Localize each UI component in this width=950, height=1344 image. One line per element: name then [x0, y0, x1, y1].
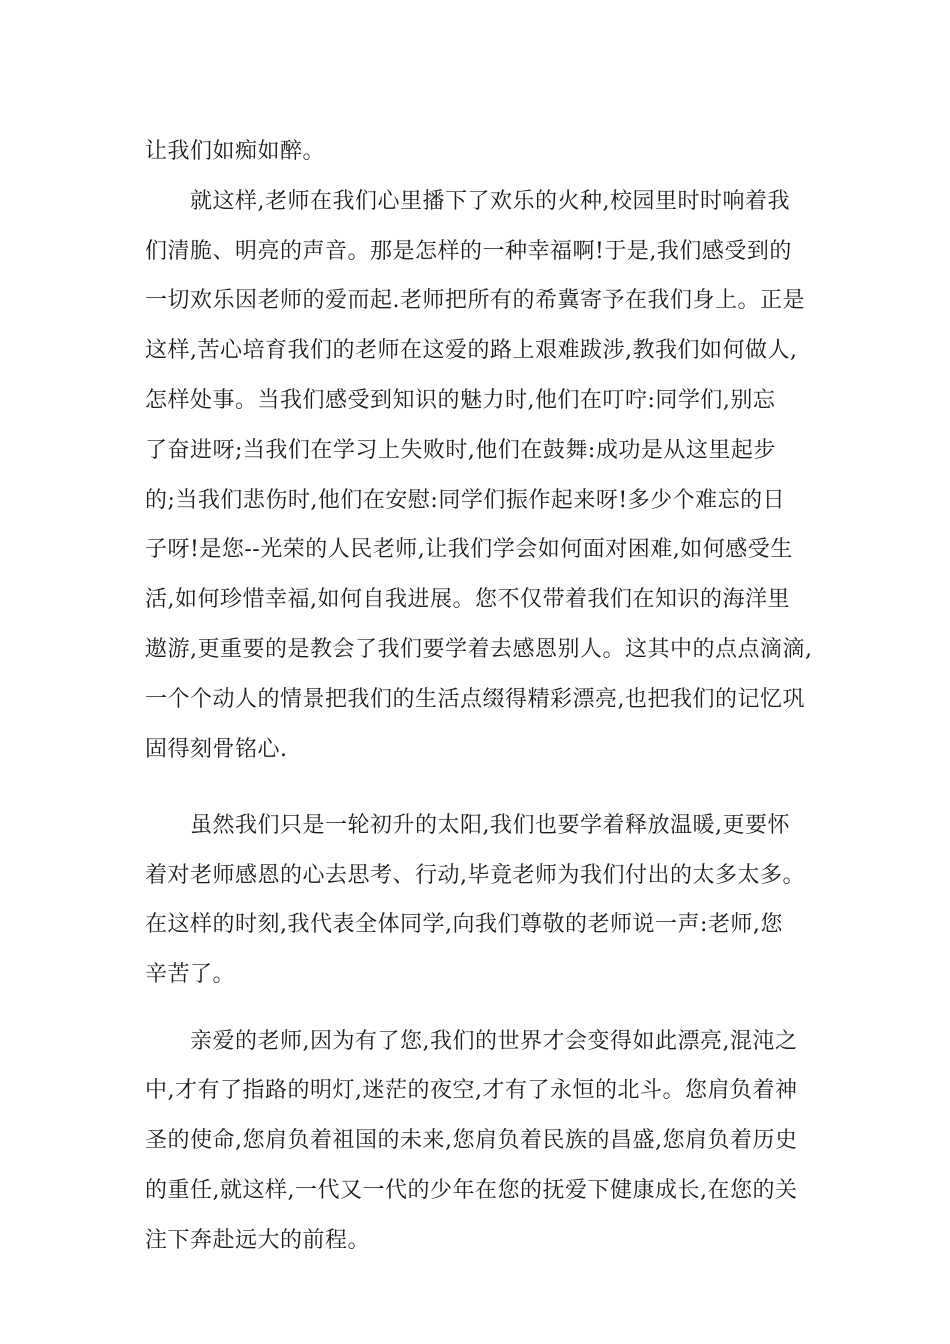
text-line: 辛苦了。	[145, 962, 236, 987]
text-line: 让我们如痴如醉。	[145, 139, 326, 164]
text-line: 一个个动人的情景把我们的生活点缀得精彩漂亮,也把我们的记忆巩	[145, 687, 805, 712]
text-line: 在这样的时刻,我代表全体同学,向我们尊敬的老师说一声:老师,您	[145, 912, 783, 937]
text-line: 们清脆、明亮的声音。那是怎样的一种幸福啊!于是,我们感受到的	[145, 239, 792, 264]
text-line: 的重任,就这样,一代又一代的少年在您的抚爱下健康成长,在您的关	[145, 1178, 798, 1203]
text-line: 子呀!是您--光荣的人民老师,让我们学会如何面对困难,如何感受生	[145, 537, 793, 562]
text-line: 圣的使命,您肩负着祖国的未来,您肩负着民族的昌盛,您肩负着历史	[145, 1128, 798, 1153]
text-line: 着对老师感恩的心去思考、行动,毕竟老师为我们付出的太多太多。	[145, 863, 805, 888]
text-line: 固得刻骨铭心.	[145, 737, 288, 762]
text-line: 活,如何珍惜幸福,如何自我进展。您不仅带着我们在知识的海洋里	[145, 587, 790, 612]
text-line: 的;当我们悲伤时,他们在安慰:同学们振作起来呀!多少个难忘的日	[145, 488, 786, 513]
text-line: 这样,苦心培育我们的老师在这爱的路上艰难跋涉,教我们如何做人,	[145, 338, 798, 363]
paragraph-first-line: 亲爱的老师,因为有了您,我们的世界才会变得如此漂亮,混沌之	[190, 1029, 798, 1054]
paragraph-first-line: 就这样,老师在我们心里播下了欢乐的火种,校园里时时响着我	[190, 189, 790, 214]
text-line: 怎样处事。当我们感受到知识的魅力时,他们在叮咛:同学们,别忘	[145, 388, 776, 413]
text-line: 注下奔赴远大的前程。	[145, 1228, 371, 1253]
text-line: 中,才有了指路的明灯,迷茫的夜空,才有了永恒的北斗。您肩负着神	[145, 1078, 798, 1103]
text-line: 遨游,更重要的是教会了我们要学着去感恩别人。这其中的点点滴滴,	[145, 637, 813, 662]
paragraph-first-line: 虽然我们只是一轮初升的太阳,我们也要学着释放温暖,更要怀	[190, 813, 790, 838]
text-line: 一切欢乐因老师的爱而起.老师把所有的希冀寄予在我们身上。正是	[145, 288, 805, 313]
text-line: 了奋进呀;当我们在学习上失败时,他们在鼓舞:成功是从这里起步	[145, 438, 776, 463]
